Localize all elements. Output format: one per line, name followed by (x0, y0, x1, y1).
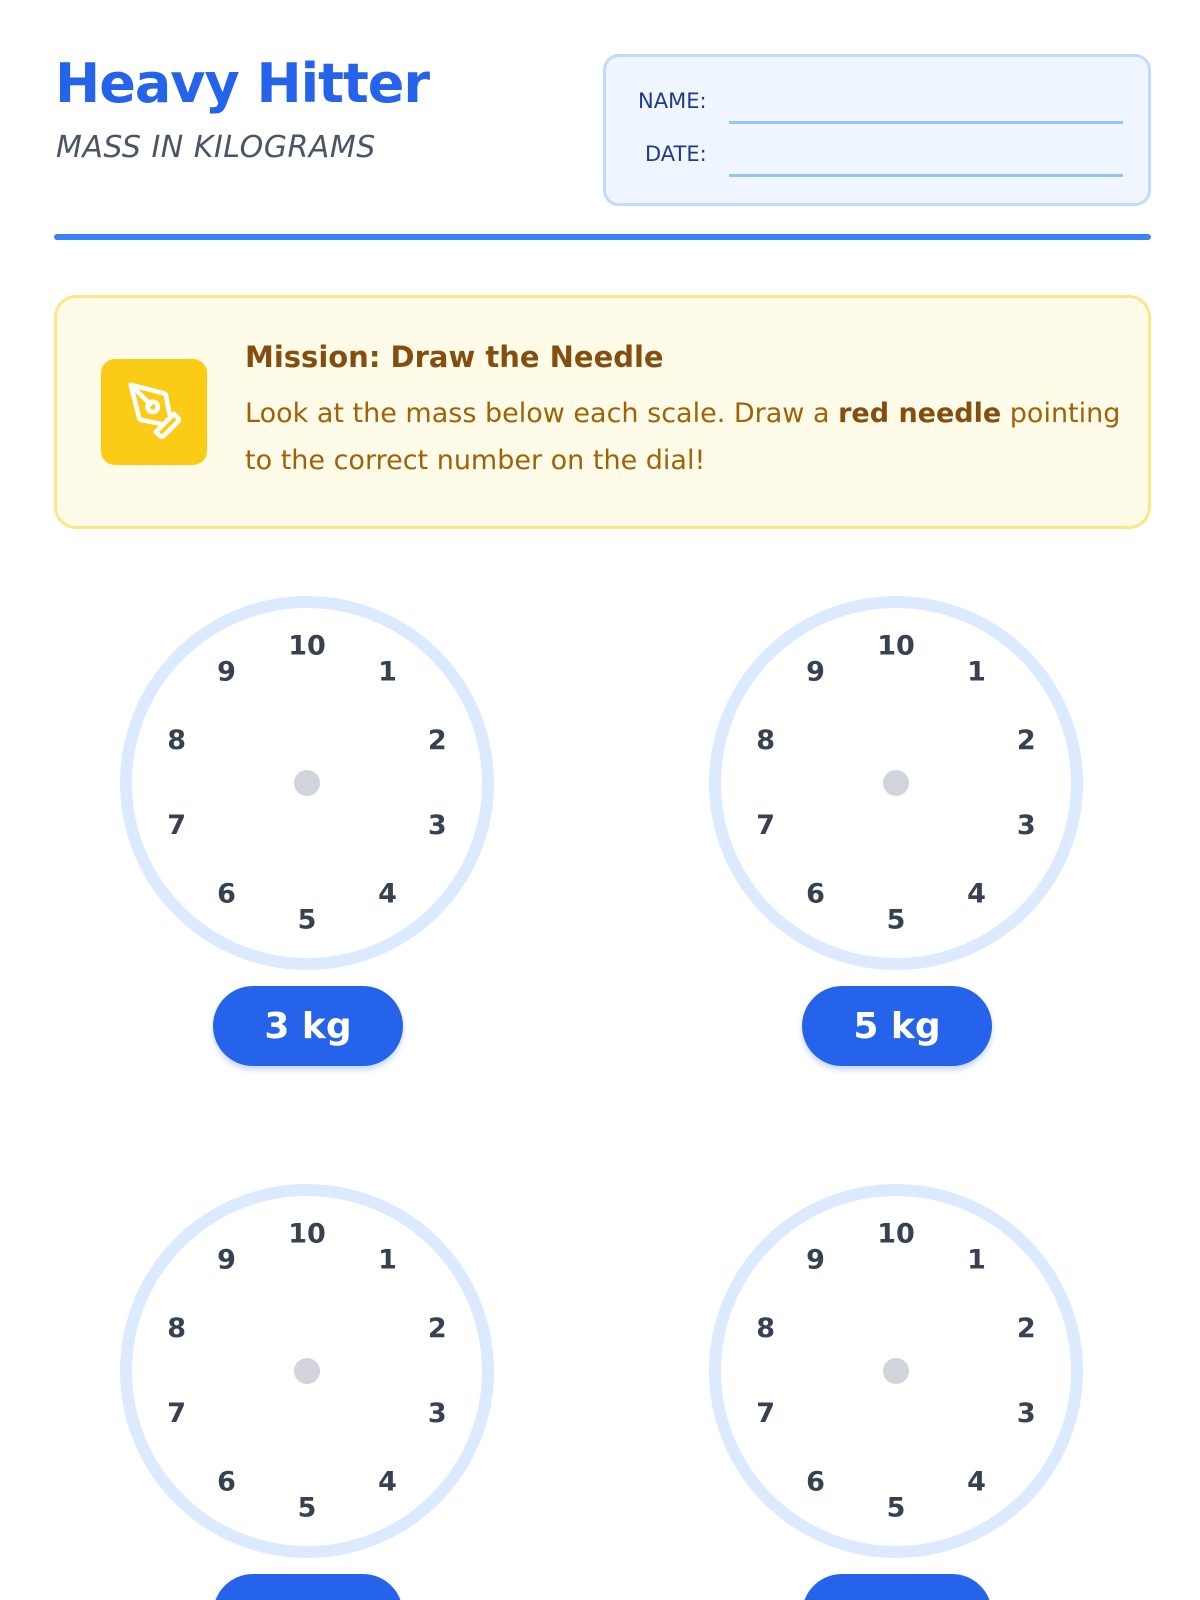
dial-number: 5 (886, 904, 906, 936)
dial-center-pin (883, 1358, 909, 1384)
dial-number: 2 (427, 1313, 447, 1345)
dial-face[interactable] (696, 1171, 1096, 1571)
dial-number: 4 (967, 878, 986, 910)
instruction-text: Look at the mass below each scale. Draw a (245, 398, 839, 429)
title: Heavy Hitter (55, 52, 430, 115)
name-date-box (603, 54, 1151, 206)
dial-face[interactable] (107, 1171, 507, 1571)
dial-number: 2 (1016, 725, 1036, 757)
dial-number: 8 (167, 725, 187, 757)
dial-number: 3 (427, 809, 447, 841)
mass-label: 5 kg (802, 986, 992, 1066)
dial-number: 3 (1016, 809, 1036, 841)
dial-number: 6 (806, 1466, 825, 1498)
instruction-emphasis: red needle (838, 398, 1002, 429)
dial-number: 5 (886, 1492, 906, 1524)
dial-number: 6 (217, 878, 236, 910)
dial-number: 1 (378, 1244, 397, 1276)
dial-number: 10 (877, 1218, 915, 1250)
dial-center-pin (294, 770, 320, 796)
dial-number: 6 (217, 1466, 236, 1498)
dial-face[interactable] (696, 583, 1096, 983)
date-label: DATE: (645, 142, 707, 166)
dial-number: 4 (378, 878, 397, 910)
dial-number: 10 (877, 630, 915, 662)
instruction-text-end: pointing to the correct number on the dial! (245, 398, 1121, 476)
name-label: NAME: (638, 89, 707, 113)
dial-number: 1 (967, 1244, 986, 1276)
dial-number: 4 (378, 1466, 397, 1498)
dial-number: 9 (806, 656, 825, 688)
name-line[interactable] (729, 121, 1123, 124)
header-divider (54, 234, 1151, 240)
pen-tool-icon (101, 359, 207, 465)
dial-center-pin (883, 770, 909, 796)
dial-number: 5 (297, 1492, 317, 1524)
mission-title: Mission: Draw the Needle (245, 340, 664, 374)
dial-number: 5 (297, 904, 317, 936)
dial-number: 8 (756, 725, 776, 757)
dial-number: 2 (427, 725, 447, 757)
dial-number: 9 (217, 656, 236, 688)
dial-number: 3 (1016, 1397, 1036, 1429)
dial-number: 9 (217, 1244, 236, 1276)
scale-dial-4[interactable] (696, 1171, 1096, 1600)
scale-dial-3[interactable] (107, 1171, 507, 1600)
date-line[interactable] (729, 174, 1123, 177)
scale-dial-1[interactable] (107, 583, 507, 1083)
dial-center-pin (294, 1358, 320, 1384)
mass-label: 3 kg (213, 986, 403, 1066)
mass-label (802, 1574, 992, 1600)
dial-face[interactable] (107, 583, 507, 983)
dial-number: 7 (756, 809, 776, 841)
mission-card (54, 295, 1151, 529)
dial-number: 8 (167, 1313, 187, 1345)
dial-number: 2 (1016, 1313, 1036, 1345)
scale-dial-2[interactable] (696, 583, 1096, 1083)
dial-number: 7 (167, 809, 187, 841)
mission-instructions (245, 390, 1125, 484)
dial-number: 10 (288, 1218, 326, 1250)
dial-number: 1 (378, 656, 397, 688)
dial-number: 8 (756, 1313, 776, 1345)
dial-number: 10 (288, 630, 326, 662)
dial-number: 3 (427, 1397, 447, 1429)
dial-number: 6 (806, 878, 825, 910)
dial-number: 9 (806, 1244, 825, 1276)
dial-number: 4 (967, 1466, 986, 1498)
mass-label (213, 1574, 403, 1600)
subtitle: MASS IN KILOGRAMS (56, 130, 376, 165)
dial-number: 7 (167, 1397, 187, 1429)
dial-number: 1 (967, 656, 986, 688)
dial-number: 7 (756, 1397, 776, 1429)
